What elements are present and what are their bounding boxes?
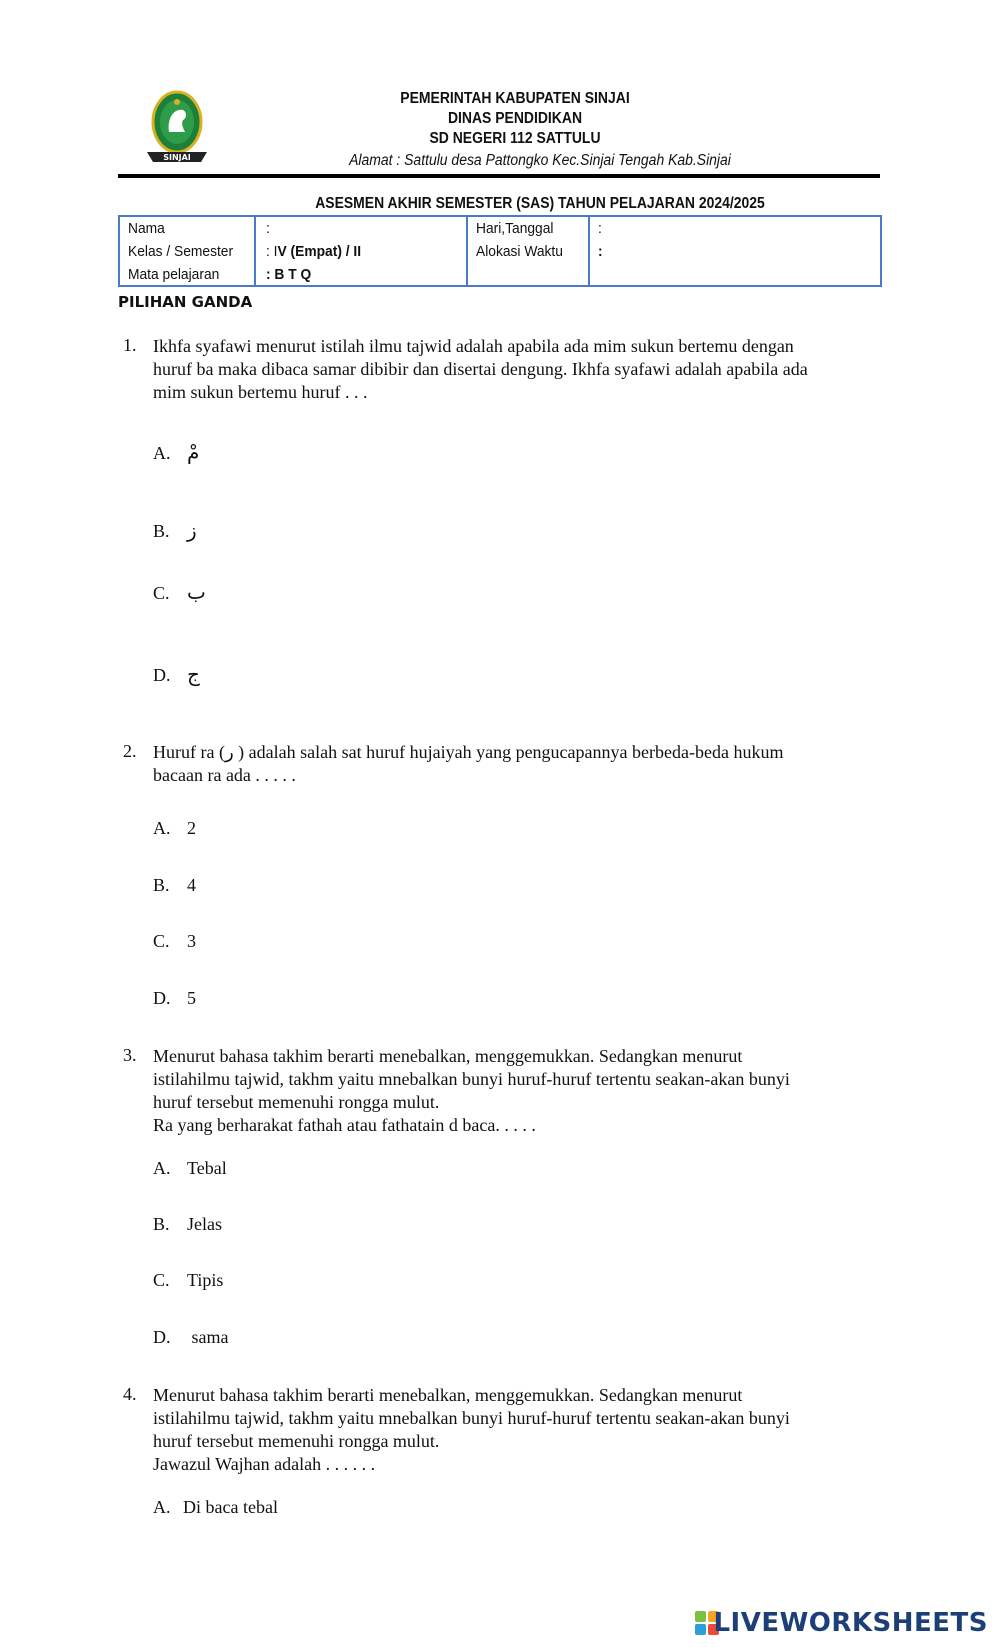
option-label: C. <box>153 931 170 951</box>
answer-option[interactable] <box>153 988 196 1009</box>
question-line: mim sukun bertemu huruf . . . <box>153 382 368 402</box>
answer-option[interactable] <box>153 1497 278 1518</box>
option-text: 3 <box>187 931 196 951</box>
table-divider <box>254 217 256 285</box>
alokasi-waktu-field[interactable]: : <box>598 243 603 260</box>
option-label: D. <box>153 1327 171 1347</box>
question-line: huruf ba maka dibaca samar dibibir dan disertai dengung. Ikhfa syafawi adalah apabila ada <box>153 359 808 379</box>
option-label: B. <box>153 875 170 895</box>
question-line: huruf tersebut memenuhi rongga mulut. <box>153 1092 440 1112</box>
hari-tanggal-label: Hari,Tanggal <box>476 220 554 237</box>
question-text <box>153 741 888 787</box>
option-label: D. <box>153 988 171 1008</box>
option-text: Jelas <box>187 1214 222 1234</box>
answer-option[interactable] <box>153 518 197 542</box>
question-number: 3. <box>123 1045 137 1065</box>
answer-option[interactable] <box>153 1270 223 1291</box>
hari-tanggal-field[interactable]: : <box>598 220 602 237</box>
option-label: B. <box>153 521 170 541</box>
logo-text: SINJAI <box>163 153 191 162</box>
question-number: 4. <box>123 1384 137 1404</box>
option-text: Di baca tebal <box>183 1497 278 1517</box>
kelas-value-bold: V (Empat) / II <box>277 243 362 260</box>
option-text: sama <box>187 1327 229 1347</box>
liveworksheets-brand[interactable]: LIVEWORKSHEETS <box>713 1608 988 1638</box>
answer-option[interactable] <box>153 1327 228 1348</box>
nama-label: Nama <box>128 220 165 237</box>
question-line: istilahilmu tajwid, takhm yaitu mnebalkan bunyi huruf-huruf tertentu seakan-akan bunyi <box>153 1069 790 1089</box>
question-text <box>153 335 888 404</box>
option-label: C. <box>153 1270 170 1290</box>
header-school-name: SD NEGERI 112 SATTULU <box>429 130 601 147</box>
option-label: A. <box>153 1158 171 1178</box>
option-label: A. <box>153 443 171 463</box>
question-line: Huruf ra (ر ) adalah salah sat huruf hujaiyah yang pengucapannya berbeda-beda hukum <box>153 742 784 762</box>
question-text <box>153 1045 888 1137</box>
mapel-value: : B T Q <box>266 266 312 283</box>
option-text: ب <box>187 580 206 604</box>
question-line: Jawazul Wajhan adalah . . . . . . <box>153 1454 376 1474</box>
answer-option[interactable] <box>153 1158 227 1179</box>
option-text: ز <box>187 518 197 542</box>
kelas-value-prefix: : I <box>266 243 278 260</box>
answer-option[interactable] <box>153 440 199 464</box>
question-number: 1. <box>123 335 137 355</box>
nama-field[interactable]: : <box>266 220 270 237</box>
option-label: C. <box>153 583 170 603</box>
option-text: 4 <box>187 875 196 895</box>
option-text: 2 <box>187 818 196 838</box>
option-text: مْ <box>187 440 200 464</box>
mapel-label: Mata pelajaran <box>128 266 220 283</box>
alokasi-waktu-label: Alokasi Waktu <box>476 243 563 260</box>
question-line: Ra yang berharakat fathah atau fathatain d baca. . . . . <box>153 1115 536 1135</box>
table-divider <box>466 217 468 285</box>
school-district-logo <box>143 90 211 170</box>
header-address: Alamat : Sattulu desa Pattongko Kec.Sinjai Tengah Kab.Sinjai <box>349 152 731 169</box>
section-title: PILIHAN GANDA <box>118 293 253 311</box>
option-label: B. <box>153 1214 170 1234</box>
kelas-label: Kelas / Semester <box>128 243 234 260</box>
header-department: DINAS PENDIDIKAN <box>447 110 583 127</box>
question-number: 2. <box>123 741 137 761</box>
header-divider <box>118 174 880 178</box>
option-label: A. <box>153 1497 171 1517</box>
question-line: Menurut bahasa takhim berarti menebalkan, menggemukkan. Sedangkan menurut <box>153 1046 743 1066</box>
option-label: A. <box>153 818 171 838</box>
answer-option[interactable] <box>153 875 196 896</box>
answer-option[interactable] <box>153 662 200 686</box>
exam-title: ASESMEN AKHIR SEMESTER (SAS) TAHUN PELAJARAN 2024/2025 <box>315 195 765 212</box>
answer-option[interactable] <box>153 1214 222 1235</box>
option-text: 5 <box>187 988 196 1008</box>
question-line: huruf tersebut memenuhi rongga mulut. <box>153 1431 440 1451</box>
question-line: istilahilmu tajwid, takhm yaitu mnebalkan bunyi huruf-huruf tertentu seakan-akan bunyi <box>153 1408 790 1428</box>
table-divider <box>588 217 590 285</box>
kelas-value <box>266 243 361 260</box>
answer-option[interactable] <box>153 818 196 839</box>
option-label: D. <box>153 665 171 685</box>
header-government: PEMERINTAH KABUPATEN SINJAI <box>400 90 630 107</box>
student-info-table <box>118 215 882 287</box>
question-line: bacaan ra ada . . . . . <box>153 765 296 785</box>
answer-option[interactable] <box>153 931 196 952</box>
option-text: Tipis <box>187 1270 224 1290</box>
answer-option[interactable] <box>153 580 206 604</box>
question-line: Menurut bahasa takhim berarti menebalkan, menggemukkan. Sedangkan menurut <box>153 1385 743 1405</box>
option-text: ج <box>187 662 200 686</box>
option-text: Tebal <box>187 1158 227 1178</box>
question-text <box>153 1384 888 1476</box>
question-line: Ikhfa syafawi menurut istilah ilmu tajwid adalah apabila ada mim sukun bertemu dengan <box>153 336 794 356</box>
